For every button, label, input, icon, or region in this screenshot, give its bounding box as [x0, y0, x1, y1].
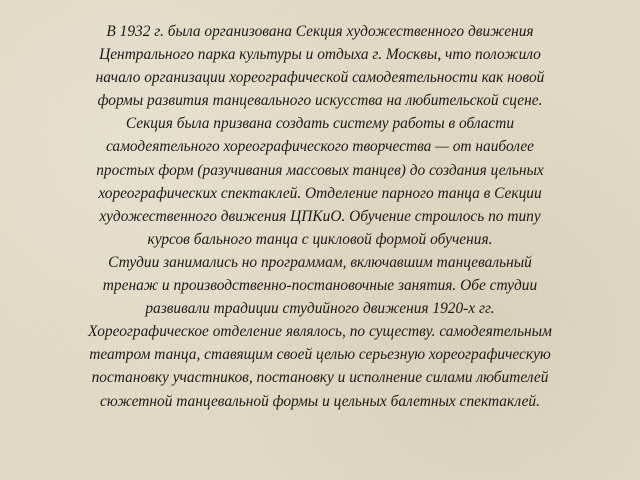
text-line: развивали традиции студийного движения 1920-х гг. — [145, 300, 495, 318]
paragraph-studios — [14, 251, 626, 320]
text-line: театром танца, ставящим своей целью серьезную хореографическую — [89, 346, 551, 364]
text-line: самодеятельного хореографического творчества — от наиболее — [105, 138, 535, 156]
paragraph-choreographic-department — [14, 320, 626, 412]
text-line: Центрального парка культуры и отдыха г. Москвы, что положило — [99, 46, 541, 64]
text-line: Хореографическое отделение являлось, по существу. самодеятельным — [88, 323, 552, 341]
text-line: начало организации хореографической самодеятельности как новой — [95, 69, 545, 87]
text-line: В 1932 г. была организована Секция художественного движения — [106, 23, 534, 40]
text-line: курсов бального танца с цикловой формой обучения. — [147, 230, 493, 248]
text-line: формы развития танцевального искусства на любительской сцене. — [97, 92, 543, 110]
text-line: Студии занимались но программам, включавшим танцевальный — [108, 253, 532, 271]
paragraph-1932-section — [14, 20, 626, 251]
text-line: Секция была призвана создать систему работы в области — [125, 115, 515, 133]
text-line: постановку участников, постановку и исполнение силами любителей — [91, 369, 549, 387]
slide-text-block — [14, 20, 626, 413]
text-line: художественного движения ЦПКиО. Обучение строилось по типу — [99, 207, 541, 225]
text-line: тренаж и производственно-постановочные занятия. Обе студии — [102, 277, 538, 295]
text-line: простых форм (разучивания массовых танцев) до создания цельных — [96, 161, 544, 179]
text-line: сюжетной танцевальной формы и цельных балетных спектаклей. — [100, 392, 540, 410]
text-line: хореографических спектаклей. Отделение парного танца в Секции — [98, 184, 542, 202]
